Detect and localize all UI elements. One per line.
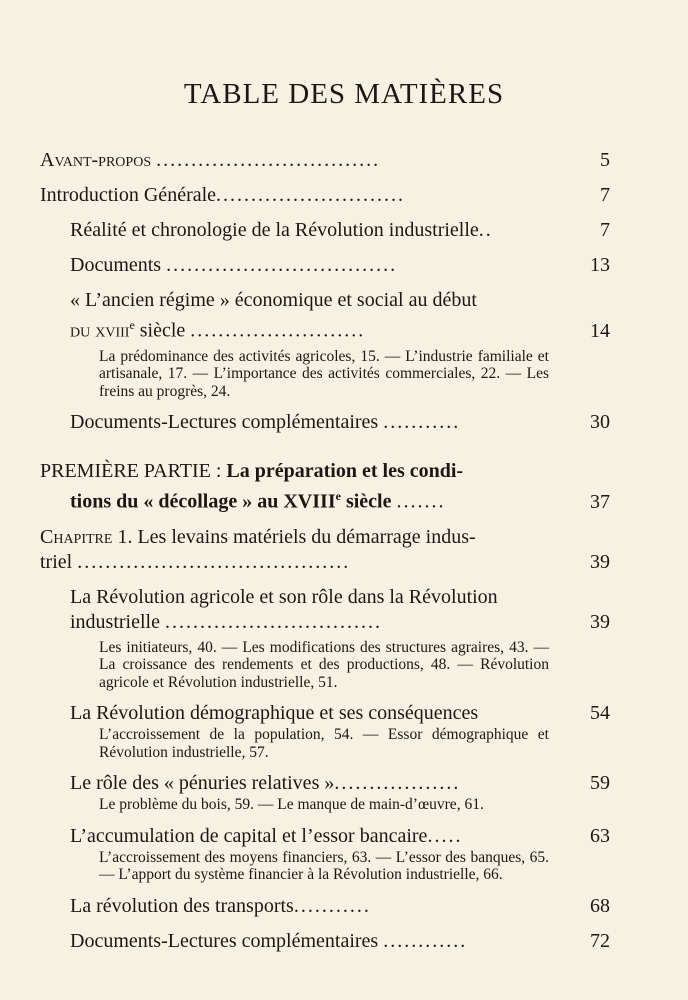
toc-entry-penuries: Le rôle des « pénuries relatives ».................. 59 [70, 772, 610, 795]
table-of-contents [40, 148, 610, 954]
toc-subentries: Le problème du bois, 59. — Le manque de main-d’œuvre, 61. [99, 796, 484, 814]
page-number: 68 [590, 894, 610, 917]
toc-entry-documents: Documents ................................. 13 [70, 254, 610, 276]
toc-entry-ancien-regime: « L’ancien régime » économique et social au début du xviii$^e$ siècle ......................... 14 [70, 289, 610, 342]
page-number: 7 [600, 184, 610, 206]
toc-entry-avant-propos: Avant-propos ................................ 5 [40, 149, 610, 171]
page-number: 5 [600, 149, 610, 171]
page-number: 7 [600, 219, 610, 241]
page-title: TABLE DES MATIÈRES [183, 78, 505, 110]
page-number: 39 [590, 610, 610, 633]
page-number: 63 [590, 824, 610, 847]
toc-entry-documents-lectures-2: Documents-Lectures complémentaires ............ 72 [70, 929, 610, 952]
toc-entry-revolution-demographique: La Révolution démographique et ses conséquences 54 [70, 702, 610, 725]
page-number: 54 [590, 702, 610, 725]
toc-entry-transports: La révolution des transports........... 68 [70, 894, 610, 917]
page-number: 13 [590, 254, 610, 276]
toc-subentries: Les initiateurs, 40. — Les modifications des structures agraires, 43. — La croissance des rendements et des productions, 48. — Révolution agricole et Révolution industrielle, 51. [99, 638, 549, 691]
toc-entry-introduction: Introduction Générale........................... 7 [40, 184, 610, 206]
page-number: 14 [590, 319, 610, 342]
toc-entry-realite: Réalité et chronologie de la Révolution industrielle.. 7 [70, 219, 610, 241]
toc-entry-capital: L’accumulation de capital et l’essor bancaire..... 63 [70, 824, 610, 847]
toc-subentries: L’accroissement des moyens financiers, 63. — L’essor des banques, 65. — L’apport du système financier à la Révolution industrielle, 66. [99, 848, 549, 884]
toc-subentries: L’accroissement de la population, 54. — Essor démographique et Révolution industrielle, 57. [99, 726, 549, 761]
toc-entry-documents-lectures: Documents-Lectures complémentaires ........... 30 [70, 411, 610, 434]
toc-entry-premiere-partie: PREMIÈRE PARTIE : La préparation et les condi- tions du « décollage » au XVIIIe siècle ....... 37 [40, 460, 610, 513]
toc-entry-chapitre-1: Chapitre 1. Les levains matériels du démarrage indus- triel ....................................... 39 [40, 525, 610, 573]
page-number: 39 [590, 550, 610, 573]
page-number: 72 [590, 929, 610, 952]
page-number: 59 [590, 772, 610, 795]
page-number: 30 [590, 411, 610, 434]
toc-entry-revolution-agricole: La Révolution agricole et son rôle dans la Révolution industrielle ............................... 39 [70, 585, 610, 633]
page-number: 37 [590, 490, 610, 513]
toc-subentries: La prédominance des activités agricoles, 15. — L’industrie familiale et artisanale, 17. — L’importance des activités commerciales, 22. — Les freins au progrès, 24. [99, 347, 549, 400]
